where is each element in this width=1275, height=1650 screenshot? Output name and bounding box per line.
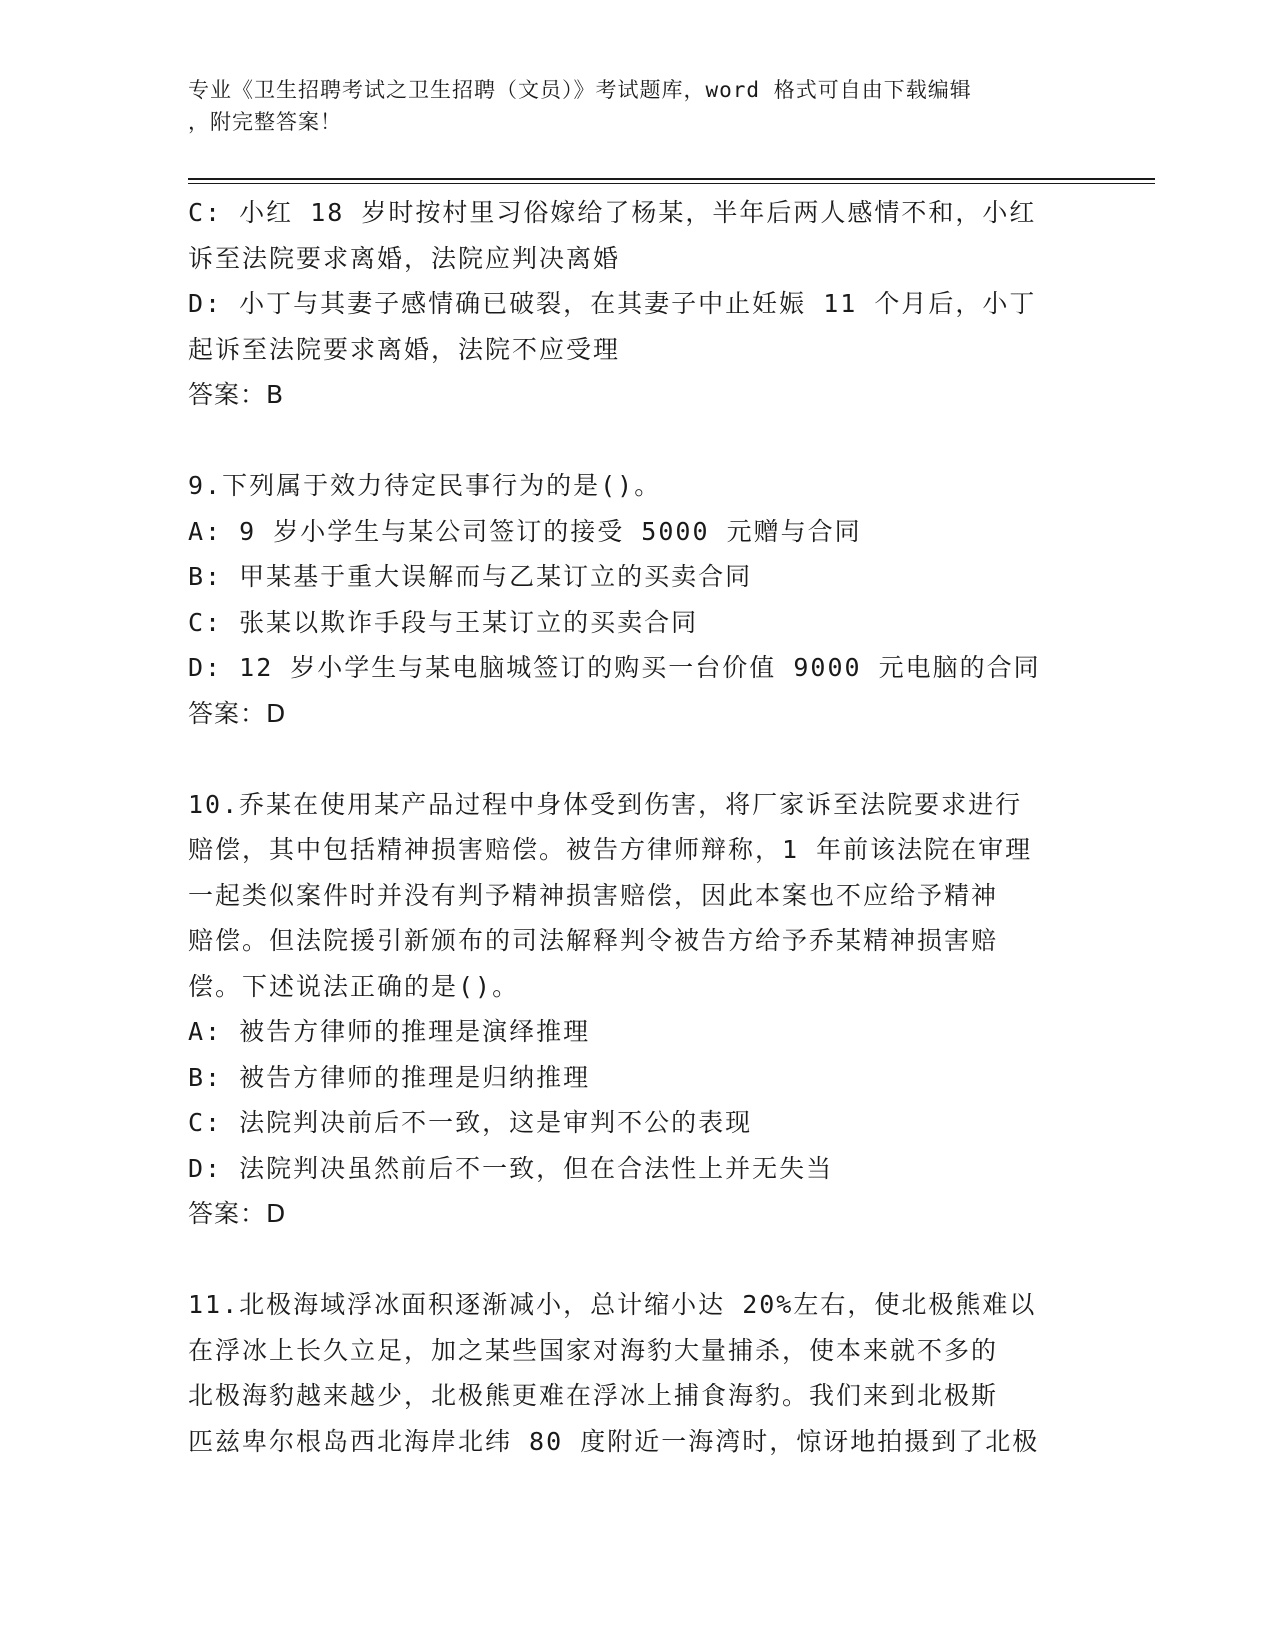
option-b: B: 被告方律师的推理是归纳推理 xyxy=(188,1062,591,1092)
spacer xyxy=(188,418,1078,464)
question-stem-line-2: 赔偿，其中包括精神损害赔偿。被告方律师辩称，1 年前该法院在审理 xyxy=(188,835,1033,864)
option-d: D: 12 岁小学生与某电脑城签订的购买一台价值 9000 元电脑的合同 xyxy=(188,653,1041,682)
question-9 xyxy=(188,463,1078,736)
header-line-2: ，附完整答案！ xyxy=(188,110,342,134)
question-stem-line-5: 偿。下述说法正确的是()。 xyxy=(188,971,520,1001)
question-8-remainder xyxy=(188,190,1078,418)
question-stem-line-4: 赔偿。但法院援引新颁布的司法解释判令被告方给予乔某精神损害赔 xyxy=(188,926,999,955)
option-c-line-2: 诉至法院要求离婚，法院应判决离婚 xyxy=(188,243,621,273)
option-a: A: 9 岁小学生与某公司签订的接受 5000 元赠与合同 xyxy=(188,516,862,546)
header-divider-thick xyxy=(188,178,1155,180)
document-header xyxy=(188,74,1068,138)
question-stem-line-1: 11.北极海域浮冰面积逐渐减小，总计缩小达 20%左右，使北极熊难以 xyxy=(188,1290,1037,1319)
option-a: A: 被告方律师的推理是演绎推理 xyxy=(188,1017,591,1046)
question-11 xyxy=(188,1282,1078,1464)
header-divider-thin xyxy=(188,183,1155,184)
option-d-line-2: 起诉至法院要求离婚，法院不应受理 xyxy=(188,334,621,364)
answer-label: 答案：D xyxy=(188,698,287,728)
option-c: C: 张某以欺诈手段与王某订立的买卖合同 xyxy=(188,607,699,637)
answer-label: 答案：B xyxy=(188,380,285,409)
option-b: B: 甲某基于重大误解而与乙某订立的买卖合同 xyxy=(188,562,753,591)
option-d-line-1: D: 小丁与其妻子感情确已破裂，在其妻子中止妊娠 11 个月后，小丁 xyxy=(188,289,1037,318)
question-stem-line-3: 一起类似案件时并没有判予精神损害赔偿，因此本案也不应给予精神 xyxy=(188,880,999,910)
question-stem-line-4: 匹兹卑尔根岛西北海岸北纬 80 度附近一海湾时，惊讶地拍摄到了北极 xyxy=(188,1426,1040,1456)
question-stem-line-3: 北极海豹越来越少，北极熊更难在浮冰上捕食海豹。我们来到北极斯 xyxy=(188,1381,999,1410)
option-c-line-1: C: 小红 18 岁时按村里习俗嫁给了杨某，半年后两人感情不和，小红 xyxy=(188,198,1037,227)
spacer xyxy=(188,736,1078,782)
spacer xyxy=(188,1237,1078,1283)
question-stem: 9.下列属于效力待定民事行为的是()。 xyxy=(188,471,662,500)
answer-label: 答案：D xyxy=(188,1199,287,1228)
option-c: C: 法院判决前后不一致，这是审判不公的表现 xyxy=(188,1108,753,1137)
option-d: D: 法院判决虽然前后不一致，但在合法性上并无失当 xyxy=(188,1153,834,1183)
document-body xyxy=(188,190,1078,1464)
question-stem-line-1: 10.乔某在使用某产品过程中身体受到伤害，将厂家诉至法院要求进行 xyxy=(188,789,1023,819)
header-line-1: 专业《卫生招聘考试之卫生招聘（文员）》考试题库，word 格式可自由下载编辑 xyxy=(188,78,972,102)
question-stem-line-2: 在浮冰上长久立足，加之某些国家对海豹大量捕杀，使本来就不多的 xyxy=(188,1335,999,1365)
question-10 xyxy=(188,782,1078,1237)
